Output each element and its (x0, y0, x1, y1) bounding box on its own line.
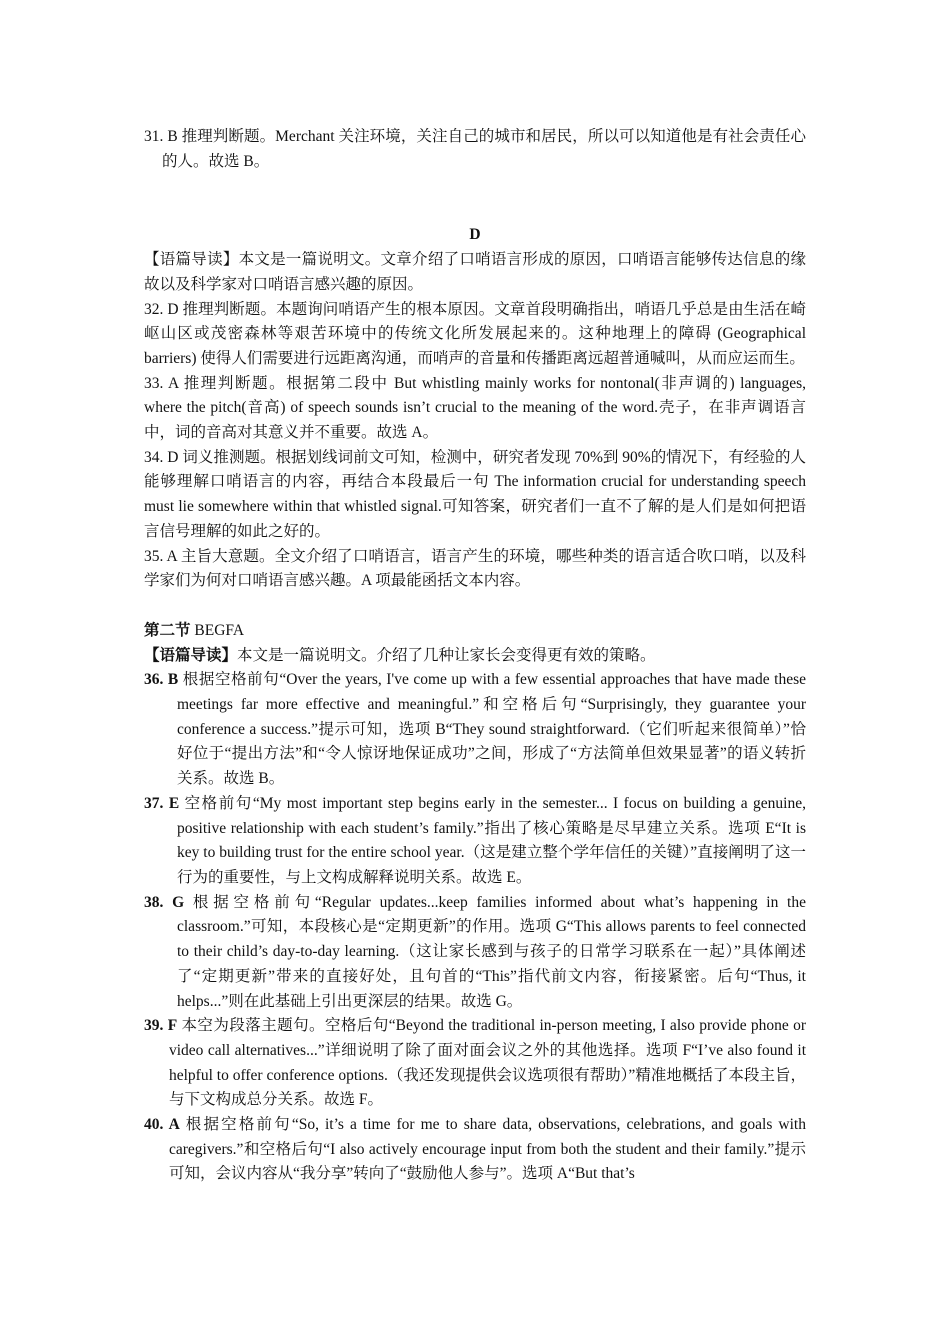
answer-38-text: 根据空格前句“Regular updates...keep families informed about what’s happening in the classroom.”可知，本段核心是“定期更新”的作用。选项 G“This allows parents to feel connected to their child’s day-to-day learning.（这让家长感到与孩子的日常学习联系在一起）”具体阐述了“定期更新”带来的直接好处，且句首的“This”指代前文内容，衔接紧密。后句“Thus, it helps...”则在此基础上引出更深层的结果。故选 G。 (177, 893, 806, 1010)
answer-39-text: 本空为段落主题句。空格后句“Beyond the traditional in-person meeting, I also provide phone or video call alternatives...”详细说明了除了面对面会议之外的其他选择。选项 F“I’ve also found it helpful to offer conference options.（我还发现提供会议选项很有帮助）”精准地概括了本段主旨，与下文构成总分关系。故选 F。 (169, 1017, 806, 1109)
answer-40 (144, 1113, 806, 1187)
section-two-answers: BEGFA (190, 621, 245, 639)
answer-34: 34. D 词义推测题。根据划线词前文可知，检测中，研究者发现 70%到 90%的情况下，有经验的人能够理解口哨语言的内容，再结合本段最后一句 The information crucial for understanding speech must lie somewhere within that whistled signal.可知答案，研究者们一直不了解的是人们是如何把语言信号理解的如此之好的。 (144, 448, 806, 540)
section-two-heading (144, 619, 806, 644)
answer-37 (144, 792, 806, 891)
section-d-intro: 【语篇导读】本文是一篇说明文。文章介绍了口哨语言形成的原因，口哨语言能够传达信息的缘故以及科学家对口哨语言感兴趣的原因。 (144, 251, 806, 293)
section-two-label: 第二节 (144, 621, 191, 639)
answer-37-number: 37. E (144, 794, 180, 812)
answer-31: 31. B 推理判断题。Merchant 关注环境，关注自己的城市和居民，所以可以知道他是有社会责任心的人。故选 B。 (144, 128, 806, 170)
section-two-intro (144, 644, 806, 669)
section-d-heading: D (469, 226, 481, 244)
section-two-intro-text: 本文是一篇说明文。介绍了几种让家长会变得更有效的策略。 (237, 646, 656, 664)
answer-38 (144, 891, 806, 1015)
answer-39-number: 39. F (144, 1017, 178, 1035)
answer-36-number: 36. B (144, 671, 179, 689)
answer-32: 32. D 推理判断题。本题询问哨语产生的根本原因。文章首段明确指出，哨语几乎总是由生活在崎岖山区或茂密森林等艰苦环境中的传统文化所发展起来的。这种地理上的障碍 (Geographical barriers) 使得人们需要进行远距离沟通，而哨声的音量和传播距离远超普通喊叫，从而应运而生。 (144, 300, 806, 367)
answer-40-number: 40. A (144, 1116, 180, 1134)
answer-36 (144, 668, 806, 792)
answer-39 (144, 1014, 806, 1113)
answer-33: 33. A 推理判断题。根据第二段中 But whistling mainly works for nontonal(非声调的) languages, where the pitch(音高) of speech sounds isn’t crucial to the meaning of the word.壳子，在非声调语言中，词的音高对其意义并不重要。故选 A。 (144, 374, 806, 442)
answer-36-text: 根据空格前句“Over the years, I've come up with a few essential approaches that have made these meetings far more effective and meaningful.”和空格后句“Surprisingly, they guarantee your conference a success.”提示可知，选项 B“They sound straightforward.（它们听起来很简单）”恰好位于“提出方法”和“令人惊讶地保证成功”之间，形成了“方法简单但效果显著”的语义转折关系。故选 B。 (177, 671, 807, 788)
answer-40-text: 根据空格前句“So, it’s a time for me to share data, observations, celebrations, and goals with caregivers.”和空格后句“I also actively encourage input from both the student and their family.”提示可知，会议内容从“我分享”转向了“鼓励他人参与”。选项 A“But that’s (169, 1116, 806, 1183)
answer-37-text: 空格前句“My most important step begins early in the semester... I focus on building a genuine, positive relationship with each student’s family.”指出了核心策略是尽早建立关系。选项 E“It is key to building trust for the entire school year.（这是建立整个学年信任的关键）”直接阐明了这一行为的重要性，与上文构成解释说明关系。故选 E。 (177, 794, 806, 886)
document-content (144, 125, 806, 1187)
section-two-intro-label: 【语篇导读】 (144, 646, 238, 664)
answer-35: 35. A 主旨大意题。全文介绍了口哨语言，语言产生的环境，哪些种类的语言适合吹口哨，以及科学家们为何对口哨语言感兴趣。A 项最能函括文本内容。 (144, 547, 806, 590)
answer-38-number: 38. G (144, 893, 185, 911)
